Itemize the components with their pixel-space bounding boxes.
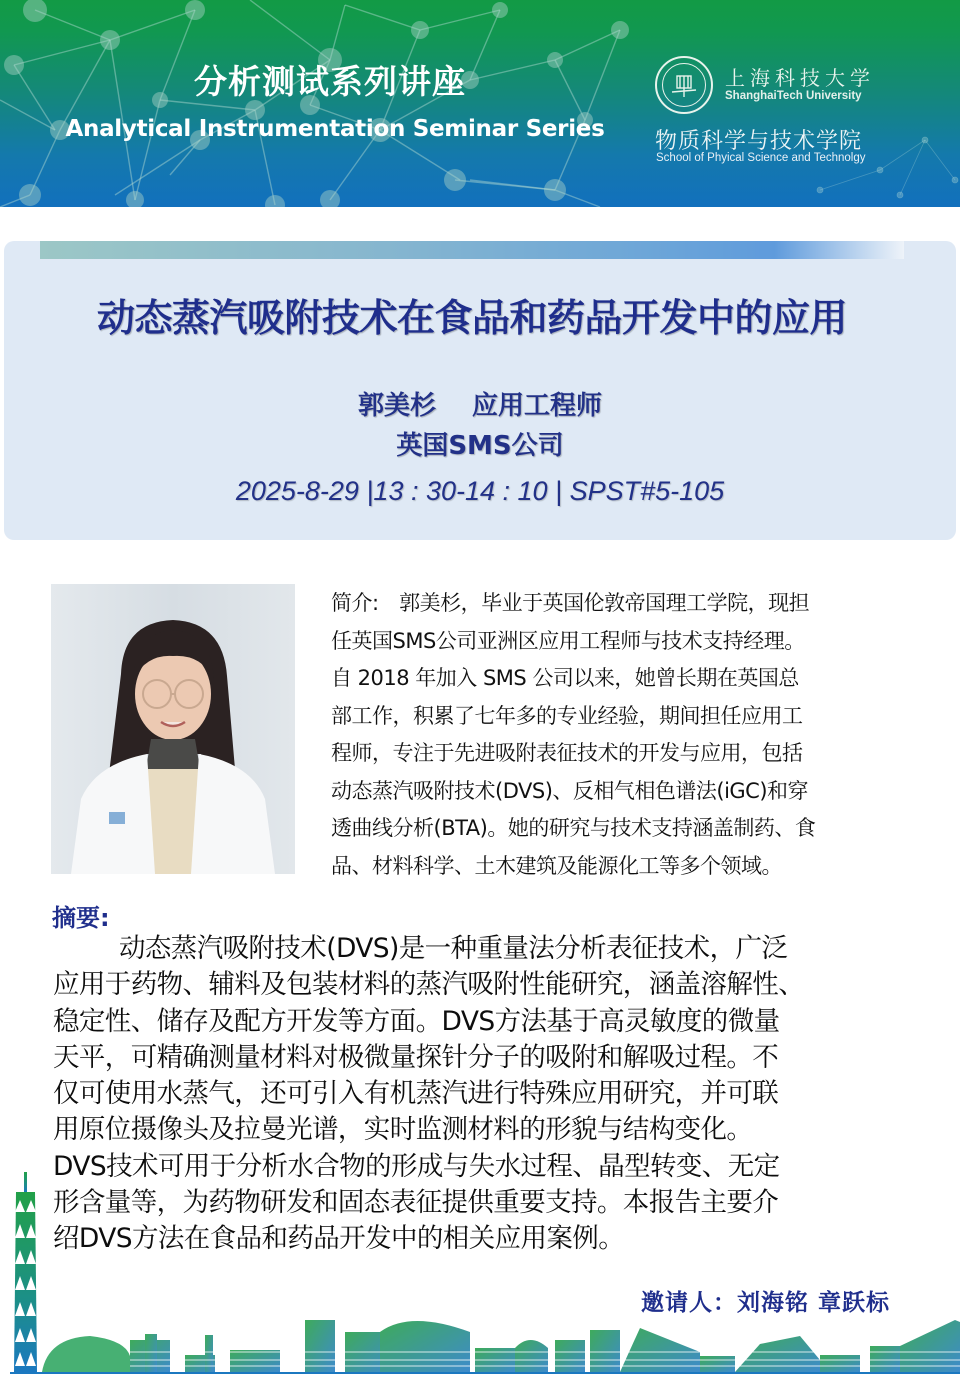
speaker-role: 应用工程师 bbox=[472, 391, 603, 421]
university-logo bbox=[655, 56, 955, 176]
bio-line: 透曲线分析(BTA)。她的研究与技术支持涵盖制药、食 bbox=[331, 816, 816, 840]
bio-line: 自 2018 年加入 SMS 公司以来，她曾长期在英国总 bbox=[331, 666, 799, 690]
speaker-portrait-icon bbox=[51, 584, 295, 874]
bio-line: 动态蒸汽吸附技术(DVS)、反相气相色谱法(iGC)和穿 bbox=[331, 778, 809, 803]
university-seal-icon bbox=[655, 56, 713, 114]
bio-line: 任英国SMS公司亚洲区应用工程师与技术支持经理。 bbox=[331, 628, 805, 653]
school-name-en: School of Phyical Science and Technolgy bbox=[656, 152, 866, 164]
speaker-bio bbox=[331, 585, 931, 885]
abstract-heading: 摘要: bbox=[52, 904, 110, 932]
header-banner bbox=[0, 0, 960, 207]
bio-line: 品、材料科学、土木建筑及能源化工等多个领域。 bbox=[331, 853, 782, 878]
series-title-cn: 分析测试系列讲座 bbox=[194, 62, 466, 101]
bio-line: 简介: 郭美杉，毕业于英国伦敦帝国理工学院，现担 bbox=[331, 591, 810, 615]
abstract-line: 用原位摄像头及拉曼光谱，实时监测材料的形貌与结构变化。 bbox=[53, 1114, 753, 1146]
abstract-body bbox=[53, 931, 933, 1258]
abstract-line: 形含量等，为药物研发和固态表征提供重要支持。本报告主要介 bbox=[53, 1187, 779, 1219]
school-name-cn: 物质科学与技术学院 bbox=[655, 129, 863, 154]
series-title-en: Analytical Instrumentation Seminar Series bbox=[65, 116, 605, 142]
bio-line: 程师，专注于先进吸附表征技术的开发与应用，包括 bbox=[331, 741, 803, 765]
date-time-location: 2025-8-29 |13 : 30-14 : 10 | SPST#5-105 bbox=[235, 476, 725, 506]
talk-info-card bbox=[4, 241, 956, 540]
inviter-line: 邀请人：刘海铭 章跃标 bbox=[640, 1290, 890, 1316]
abstract-line: 动态蒸汽吸附技术(DVS)是一种重量法分析表征技术，广泛 bbox=[119, 933, 788, 964]
speaker-photo bbox=[51, 584, 295, 874]
university-name-cn: 上海科技大学 bbox=[725, 66, 875, 90]
bio-line: 部工作，积累了七年多的专业经验，期间担任应用工 bbox=[331, 703, 803, 728]
card-accent-bar bbox=[40, 241, 904, 259]
university-name-en: ShanghaiTech University bbox=[725, 90, 862, 102]
abstract-line: 稳定性、储存及配方开发等方面。DVS方法基于高灵敏度的微量 bbox=[53, 1005, 780, 1037]
speaker-line bbox=[4, 385, 956, 422]
abstract-line: 绍DVS方法在食品和药品开发中的相关应用案例。 bbox=[53, 1223, 625, 1255]
abstract-line: 仅可使用水蒸气，还可引入有机蒸汽进行特殊应用研究，并可联 bbox=[53, 1078, 779, 1110]
abstract-line: 天平，可精确测量材料对极微量探针分子的吸附和解吸过程。不 bbox=[53, 1041, 779, 1073]
speaker-name: 郭美杉 bbox=[357, 391, 436, 421]
speaker-affiliation: 英国SMS公司 bbox=[396, 431, 564, 461]
abstract-line: DVS技术可用于分析水合物的形成与失水过程、晶型转变、无定 bbox=[53, 1150, 780, 1182]
talk-title: 动态蒸汽吸附技术在食品和药品开发中的应用 bbox=[96, 296, 847, 340]
abstract-line: 应用于药物、辅料及包装材料的蒸汽吸附性能研究，涵盖溶解性、 bbox=[53, 969, 805, 1001]
